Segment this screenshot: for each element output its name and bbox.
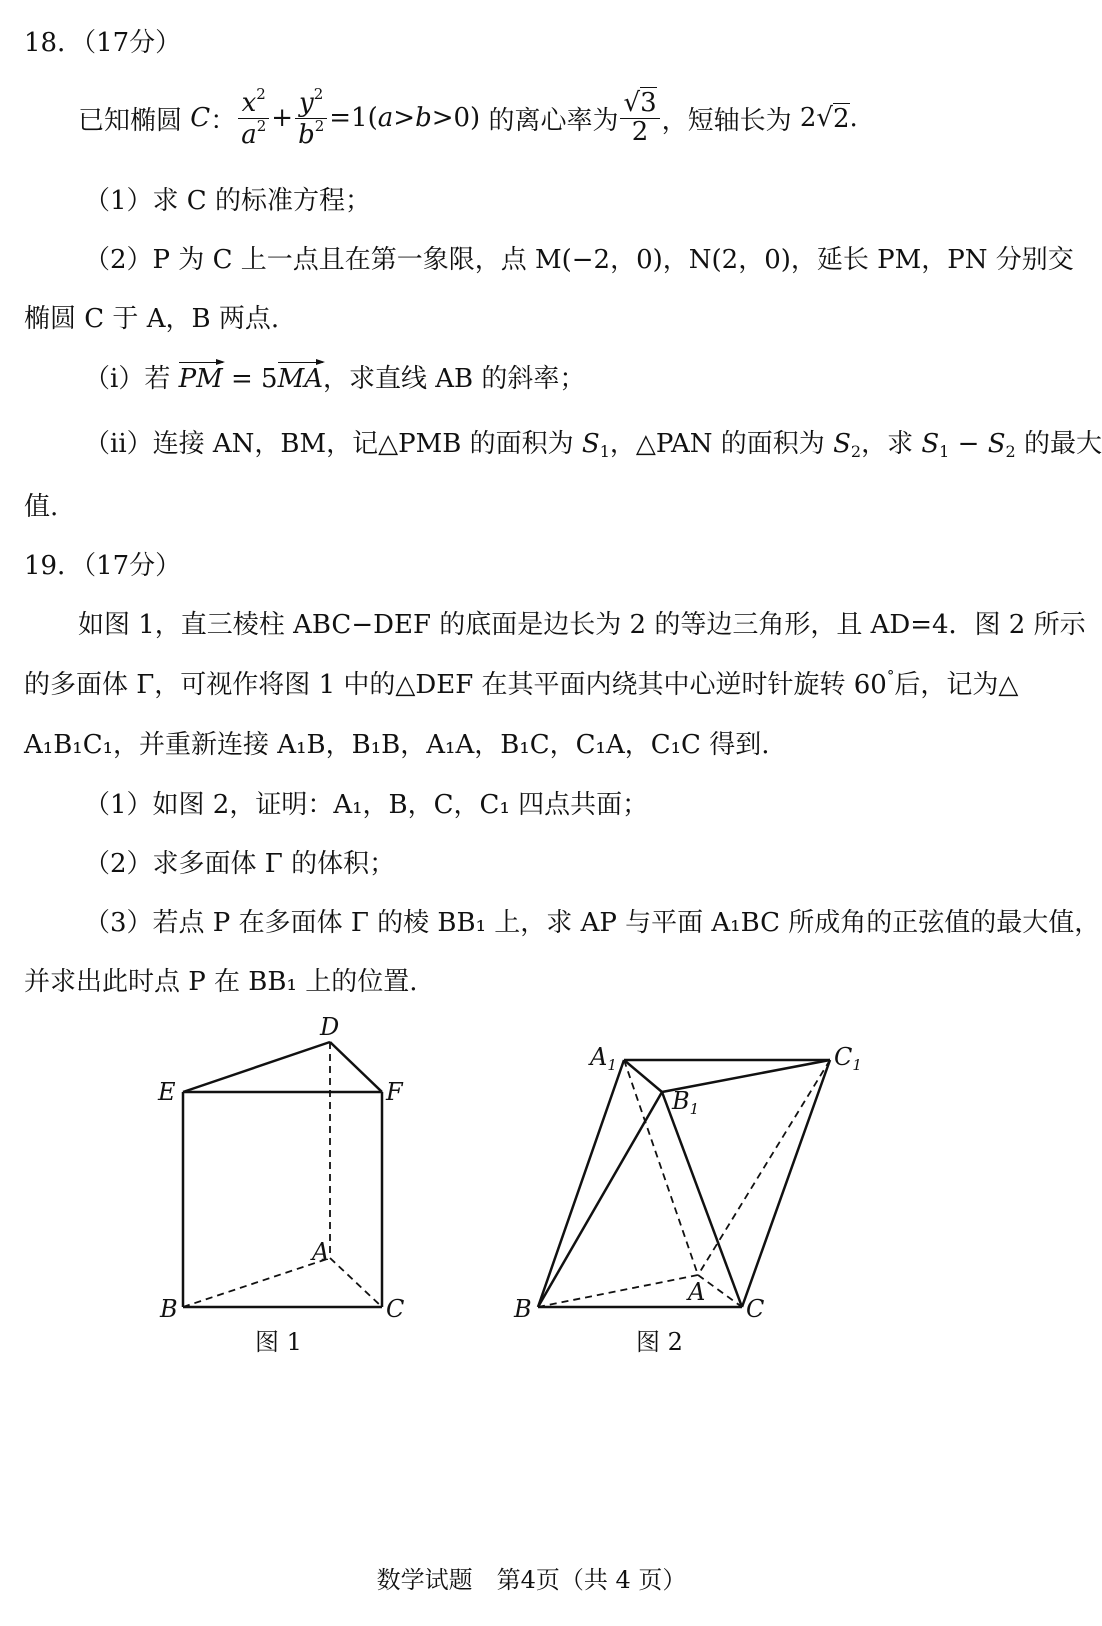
q18-part2-cont: 椭圆 C 于 A，B 两点. bbox=[24, 304, 280, 334]
q18-part-i: （i）若 PM = 5MA，求直线 AB 的斜率； bbox=[84, 364, 586, 394]
edge-B1B bbox=[538, 1092, 662, 1307]
q19-line3: A₁B₁C₁，并重新连接 A₁B，B₁B，A₁A，B₁C，C₁A，C₁C 得到. bbox=[24, 730, 770, 760]
edge-A1B bbox=[538, 1060, 624, 1307]
edge-BA-hidden bbox=[538, 1275, 698, 1307]
q19-part3: （3）若点 P 在多面体 Γ 的棱 BB₁ 上，求 AP 与平面 A₁BC 所成角的正弦值的最大值， bbox=[84, 908, 1101, 938]
caption-fig2: 图 2 bbox=[636, 1328, 683, 1356]
q19-line2: 的多面体 Γ，可视作将图 1 中的△DEF 在其平面内绕其中心逆时针旋转 60°后，记为△ bbox=[24, 667, 1019, 700]
edge-ED bbox=[183, 1042, 330, 1092]
label-A: A bbox=[312, 1238, 330, 1266]
label-D: D bbox=[320, 1013, 340, 1041]
edge-AC-hidden bbox=[330, 1258, 382, 1307]
label-C1: $C_1$ bbox=[834, 1043, 862, 1074]
q18-header: 18．（17分） bbox=[24, 28, 182, 58]
vector-ma: MA bbox=[277, 364, 323, 394]
label-B1: $B_1$ bbox=[672, 1087, 700, 1118]
label-F: F bbox=[386, 1078, 403, 1106]
q19-header: 19．（17分） bbox=[24, 551, 182, 581]
q19-line1: 如图 1，直三棱柱 ABC−DEF 的底面是边长为 2 的等边三角形，且 AD=4．图 2 所示 bbox=[78, 610, 1086, 640]
label-C: C bbox=[386, 1295, 405, 1323]
fraction-sqrt3-2: $\frac{√3}{2}$ bbox=[620, 90, 659, 146]
q18-intro: 已知椭圆 C ： $\frac{x^2}{a^2}$ + $\frac{y^2}{b^2}$ =1( a > b >0) 的离心率为 $\frac{√3}{2}$ ，短轴长为 2√ 2 . bbox=[78, 85, 858, 150]
figures-svg bbox=[0, 1005, 1063, 1385]
label-A1: $A_1$ bbox=[590, 1043, 617, 1074]
caption-fig1: 图 1 bbox=[255, 1328, 302, 1356]
figure-1-labels bbox=[157, 1013, 404, 1356]
q19-part1: （1）如图 2，证明：A₁，B，C，C₁ 四点共面； bbox=[84, 790, 649, 820]
fraction-x2-a2: $\frac{x^2}{a^2}$ bbox=[238, 87, 269, 149]
edge-DF bbox=[330, 1042, 382, 1092]
edge-B1C bbox=[662, 1092, 742, 1307]
label-C: C bbox=[746, 1295, 765, 1323]
figure-2-labels bbox=[513, 1043, 862, 1356]
q18-part2: （2）P 为 C 上一点且在第一象限，点 M(−2，0)，N(2，0)，延长 PM，PN 分别交 bbox=[84, 245, 1074, 275]
edge-BA-hidden bbox=[183, 1258, 330, 1307]
figure-1 bbox=[183, 1042, 382, 1307]
q18-part-ii: （ii）连接 AN，BM，记△PMB 的面积为 S1，△PAN 的面积为 S2，求 S1 − S2 的最大 bbox=[84, 429, 1102, 461]
q19-part2: （2）求多面体 Γ 的体积； bbox=[84, 849, 396, 879]
page-footer: 数学试题 第4页（共 4 页） bbox=[376, 1566, 687, 1594]
q18-part-ii-cont: 值. bbox=[24, 492, 59, 522]
label-B: B bbox=[514, 1295, 532, 1323]
label-A: A bbox=[688, 1278, 706, 1306]
label-B: B bbox=[160, 1295, 178, 1323]
q19-part3-cont: 并求出此时点 P 在 BB₁ 上的位置. bbox=[24, 967, 418, 997]
q18-part1: （1）求 C 的标准方程； bbox=[84, 186, 371, 216]
vector-pm: PM bbox=[178, 364, 223, 394]
fraction-y2-b2: $\frac{y^2}{b^2}$ bbox=[295, 87, 327, 149]
label-E: E bbox=[158, 1078, 176, 1106]
